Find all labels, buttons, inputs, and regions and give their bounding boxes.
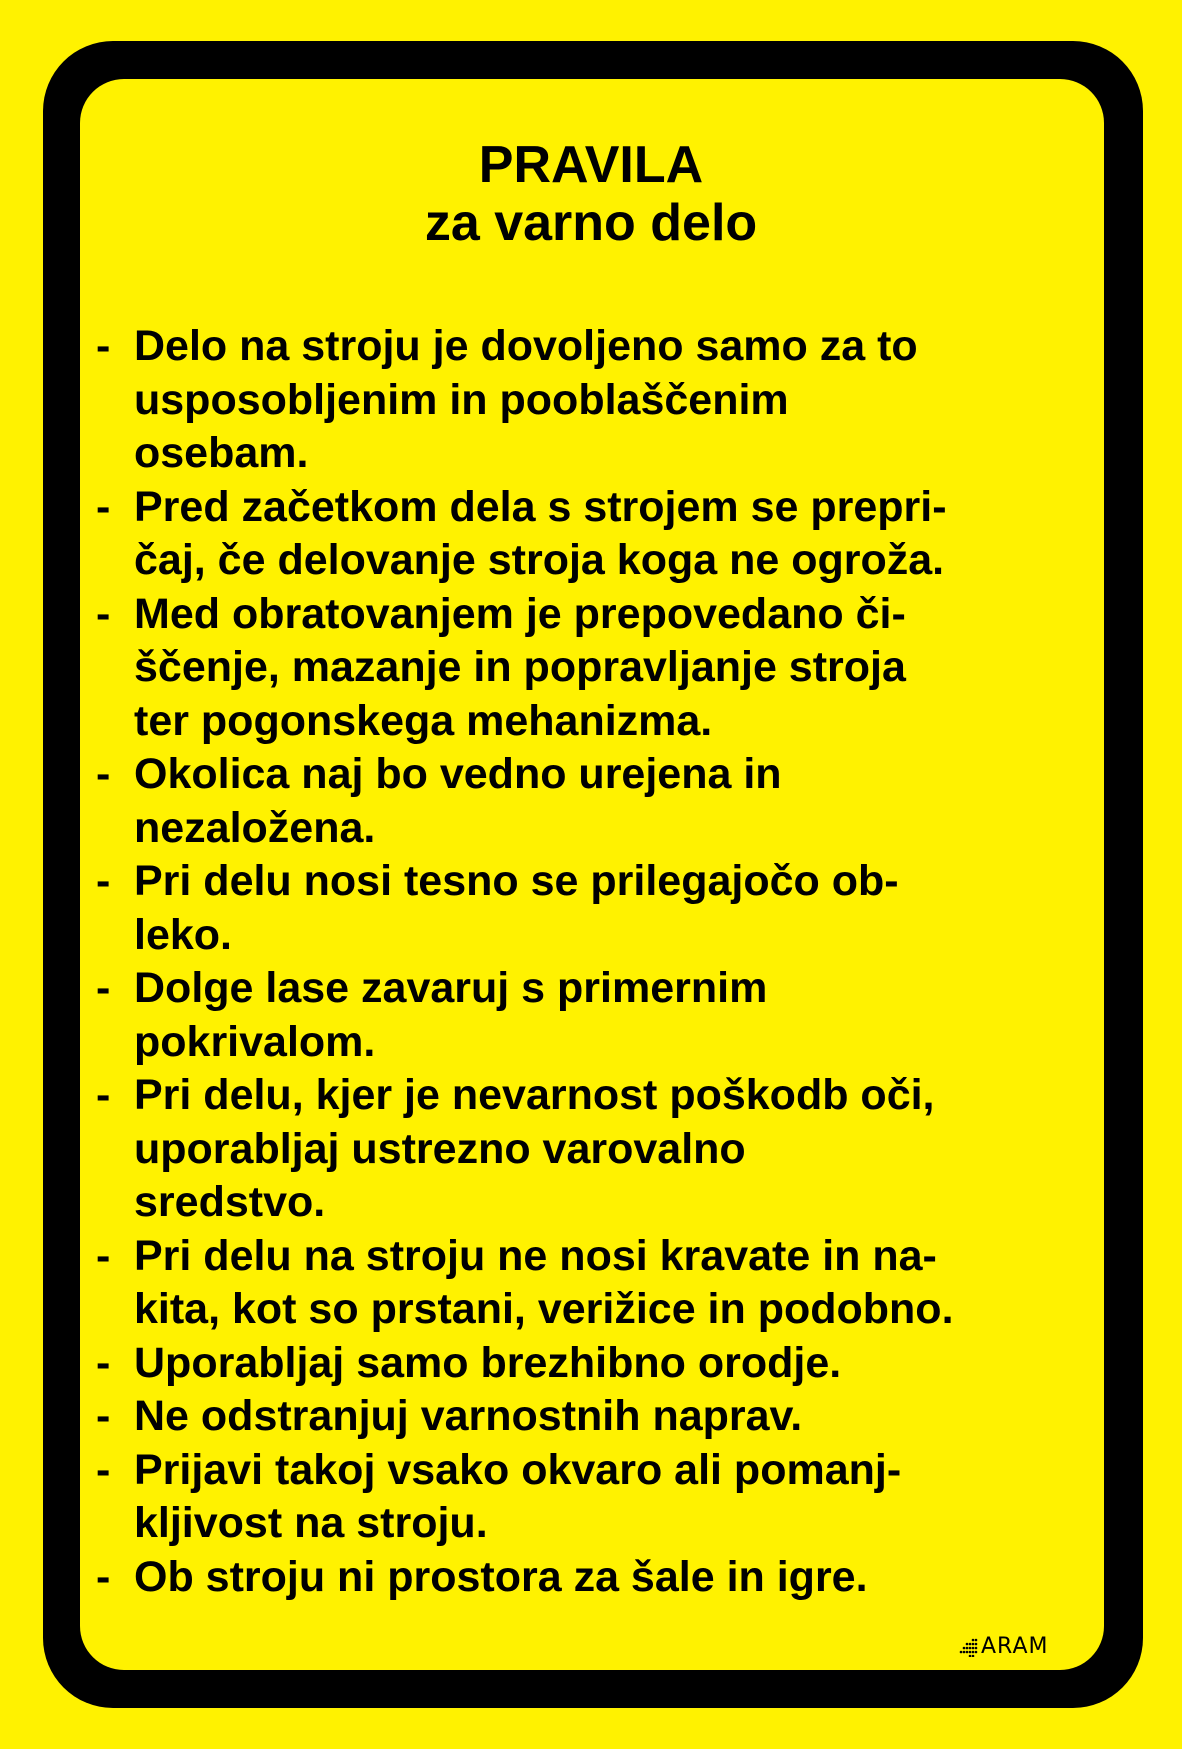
rule-bullet: - <box>96 964 111 1012</box>
rule-text-line: Delo na stroju je dovoljeno samo za to <box>134 322 918 370</box>
rule-text-line: Dolge lase zavaruj s primernim <box>134 964 768 1012</box>
rule-item <box>96 748 1106 855</box>
aram-logo <box>958 1634 1048 1660</box>
rule-bullet: - <box>96 482 111 531</box>
rule-text-line: Uporabljaj samo brezhibno orodje. <box>134 1338 842 1387</box>
rule-bullet: - <box>96 857 111 905</box>
rule-item <box>96 588 1106 749</box>
rule-text-line: uporabljaj ustrezno varovalno <box>134 1124 746 1173</box>
rule-text-line: čaj, če delovanje stroja koga ne ogroža. <box>134 536 945 584</box>
rule-item <box>96 320 1106 481</box>
rule-text-line: nezaložena. <box>134 803 376 852</box>
rule-bullet: - <box>96 1071 111 1119</box>
rule-bullet: - <box>96 1445 111 1494</box>
rule-bullet: - <box>96 1552 111 1601</box>
rule-text-line: Okolica naj bo vedno urejena in <box>134 750 782 798</box>
rule-item <box>96 1390 1106 1444</box>
rule-bullet: - <box>96 589 111 638</box>
rule-item <box>96 1069 1106 1230</box>
rule-text-line: pokrivalom. <box>134 1017 376 1066</box>
rule-item <box>96 1444 1106 1551</box>
title-main: PRAVILA <box>478 136 704 194</box>
rule-text-line: Ne odstranjuj varnostnih naprav. <box>134 1392 803 1440</box>
rule-bullet: - <box>96 1338 111 1387</box>
sign-title <box>0 136 1182 252</box>
rule-text-line: Pri delu, kjer je nevarnost poškodb oči, <box>134 1071 935 1119</box>
rule-text-line: sredstvo. <box>134 1178 326 1226</box>
rule-item <box>96 481 1106 588</box>
rule-text-line: Ob stroju ni prostora za šale in igre. <box>134 1552 868 1601</box>
rule-text-line: Pri delu na stroju ne nosi kravate in na- <box>134 1231 937 1280</box>
rule-item <box>96 1337 1106 1391</box>
rule-text-line: Pri delu nosi tesno se prilegajočo ob- <box>134 857 899 905</box>
rule-item <box>96 1230 1106 1337</box>
rule-bullet: - <box>96 750 111 798</box>
rule-text-line: ter pogonskega mehanizma. <box>134 696 713 745</box>
rule-text-line: usposobljenim in pooblaščenim <box>134 375 789 424</box>
rule-text-line: Prijavi takoj vsako okvaro ali pomanj- <box>134 1445 902 1494</box>
rule-text-line: ščenje, mazanje in popravljanje stroja <box>134 643 906 691</box>
dots-icon <box>958 1637 978 1657</box>
rule-text-line: Pred začetkom dela s strojem se prepri- <box>134 482 947 531</box>
rule-bullet: - <box>96 1392 111 1440</box>
rule-item <box>96 962 1106 1069</box>
rule-text-line: osebam. <box>134 429 309 477</box>
rule-item <box>96 1551 1106 1605</box>
rule-bullet: - <box>96 322 111 370</box>
rule-text-line: leko. <box>134 910 232 959</box>
rule-item <box>96 855 1106 962</box>
rules-list <box>96 320 1106 1604</box>
rule-text-line: Med obratovanjem je prepovedano či- <box>134 589 906 638</box>
rule-text-line: kljivost na stroju. <box>134 1499 488 1547</box>
rule-text-line: kita, kot so prstani, verižice in podobno. <box>134 1285 954 1333</box>
rule-bullet: - <box>96 1231 111 1280</box>
logo-text: ARAM <box>981 1634 1049 1659</box>
title-subtitle: za varno delo <box>424 194 758 252</box>
